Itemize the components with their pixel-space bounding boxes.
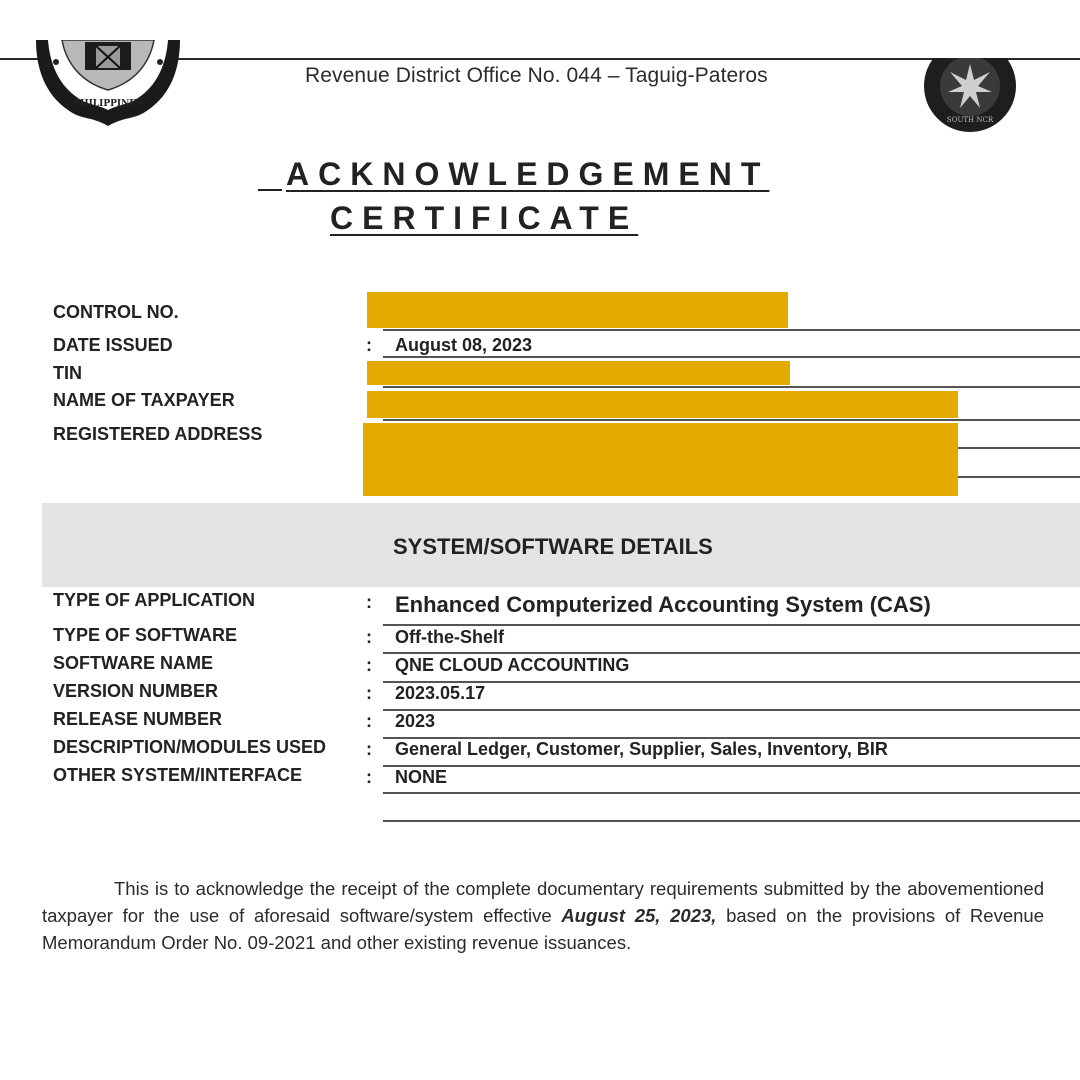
label-tin: TIN [53, 363, 82, 383]
field-rule [958, 476, 1080, 478]
bir-seal-icon [30, 40, 186, 128]
label-release-number: RELEASE NUMBER [53, 709, 223, 729]
field-rule [958, 447, 1080, 449]
field-rule [383, 709, 1080, 711]
redacted-name-of-taxpayer [367, 391, 958, 418]
value-version-number: 2023.05.17 [395, 683, 486, 703]
field-rule [383, 386, 1080, 388]
colon: : [366, 683, 372, 703]
colon: : [366, 655, 372, 675]
colon: : [366, 739, 372, 759]
certificate-title-line2: CERTIFICATE [330, 200, 639, 236]
label-type-of-software: TYPE OF SOFTWARE [53, 625, 238, 645]
value-other-system-interface: NONE [395, 767, 448, 787]
label-version-number: VERSION NUMBER [53, 681, 219, 701]
label-software-name: SOFTWARE NAME [53, 653, 213, 673]
redacted-control-no [367, 292, 788, 328]
field-rule [383, 652, 1080, 654]
label-type-of-application: TYPE OF APPLICATION [53, 590, 256, 610]
field-rule [383, 356, 1080, 358]
seal-bottom-text: SOUTH NCR [946, 116, 994, 124]
office-line: Revenue District Office No. 044 – Taguig-Pateros [305, 64, 768, 87]
field-rule [383, 765, 1080, 767]
label-name-of-taxpayer: NAME OF TAXPAYER [53, 390, 235, 410]
colon: : [366, 335, 372, 355]
field-rule [383, 329, 1080, 331]
value-software-name: QNE CLOUD ACCOUNTING [395, 655, 630, 675]
value-description-modules: General Ledger, Customer, Supplier, Sales, Inventory, BIR [395, 739, 888, 759]
value-type-of-application: Enhanced Computerized Accounting System (CAS) [395, 592, 931, 617]
effective-date: August 25, 2023, [561, 905, 717, 926]
field-rule [383, 419, 1080, 421]
colon: : [366, 767, 372, 787]
label-control-no: CONTROL NO. [53, 302, 179, 322]
section-title: SYSTEM/SOFTWARE DETAILS [393, 534, 713, 559]
field-rule [383, 624, 1080, 626]
rdo-seal-icon [918, 58, 1024, 136]
value-type-of-software: Off-the-Shelf [395, 627, 504, 647]
seal-text: PHILIPPINES [73, 99, 143, 109]
redacted-registered-address [363, 423, 958, 496]
field-rule [383, 681, 1080, 683]
field-rule [383, 792, 1080, 794]
colon: : [366, 711, 372, 731]
certificate-title-line1: ACKNOWLEDGEMENT [258, 156, 769, 193]
label-description-modules: DESCRIPTION/MODULES USED [53, 737, 327, 757]
colon: : [366, 627, 372, 647]
label-registered-address: REGISTERED ADDRESS [53, 424, 263, 444]
field-rule [383, 820, 1080, 822]
redacted-tin [367, 361, 790, 385]
label-other-system-interface: OTHER SYSTEM/INTERFACE [53, 765, 303, 785]
colon: : [366, 592, 372, 612]
value-release-number: 2023 [395, 711, 436, 731]
label-date-issued: DATE ISSUED [53, 335, 173, 355]
value-date-issued: August 08, 2023 [395, 335, 533, 355]
acknowledgement-paragraph: This is to acknowledge the receipt of the complete documentary requirements submitted by the abovementioned taxpayer for the use of aforesaid software/system effective August 25, 2023, based on the provisions of Revenue Memorandum Order No. 09-2021 and other existing revenue issuances. [42, 878, 1044, 953]
